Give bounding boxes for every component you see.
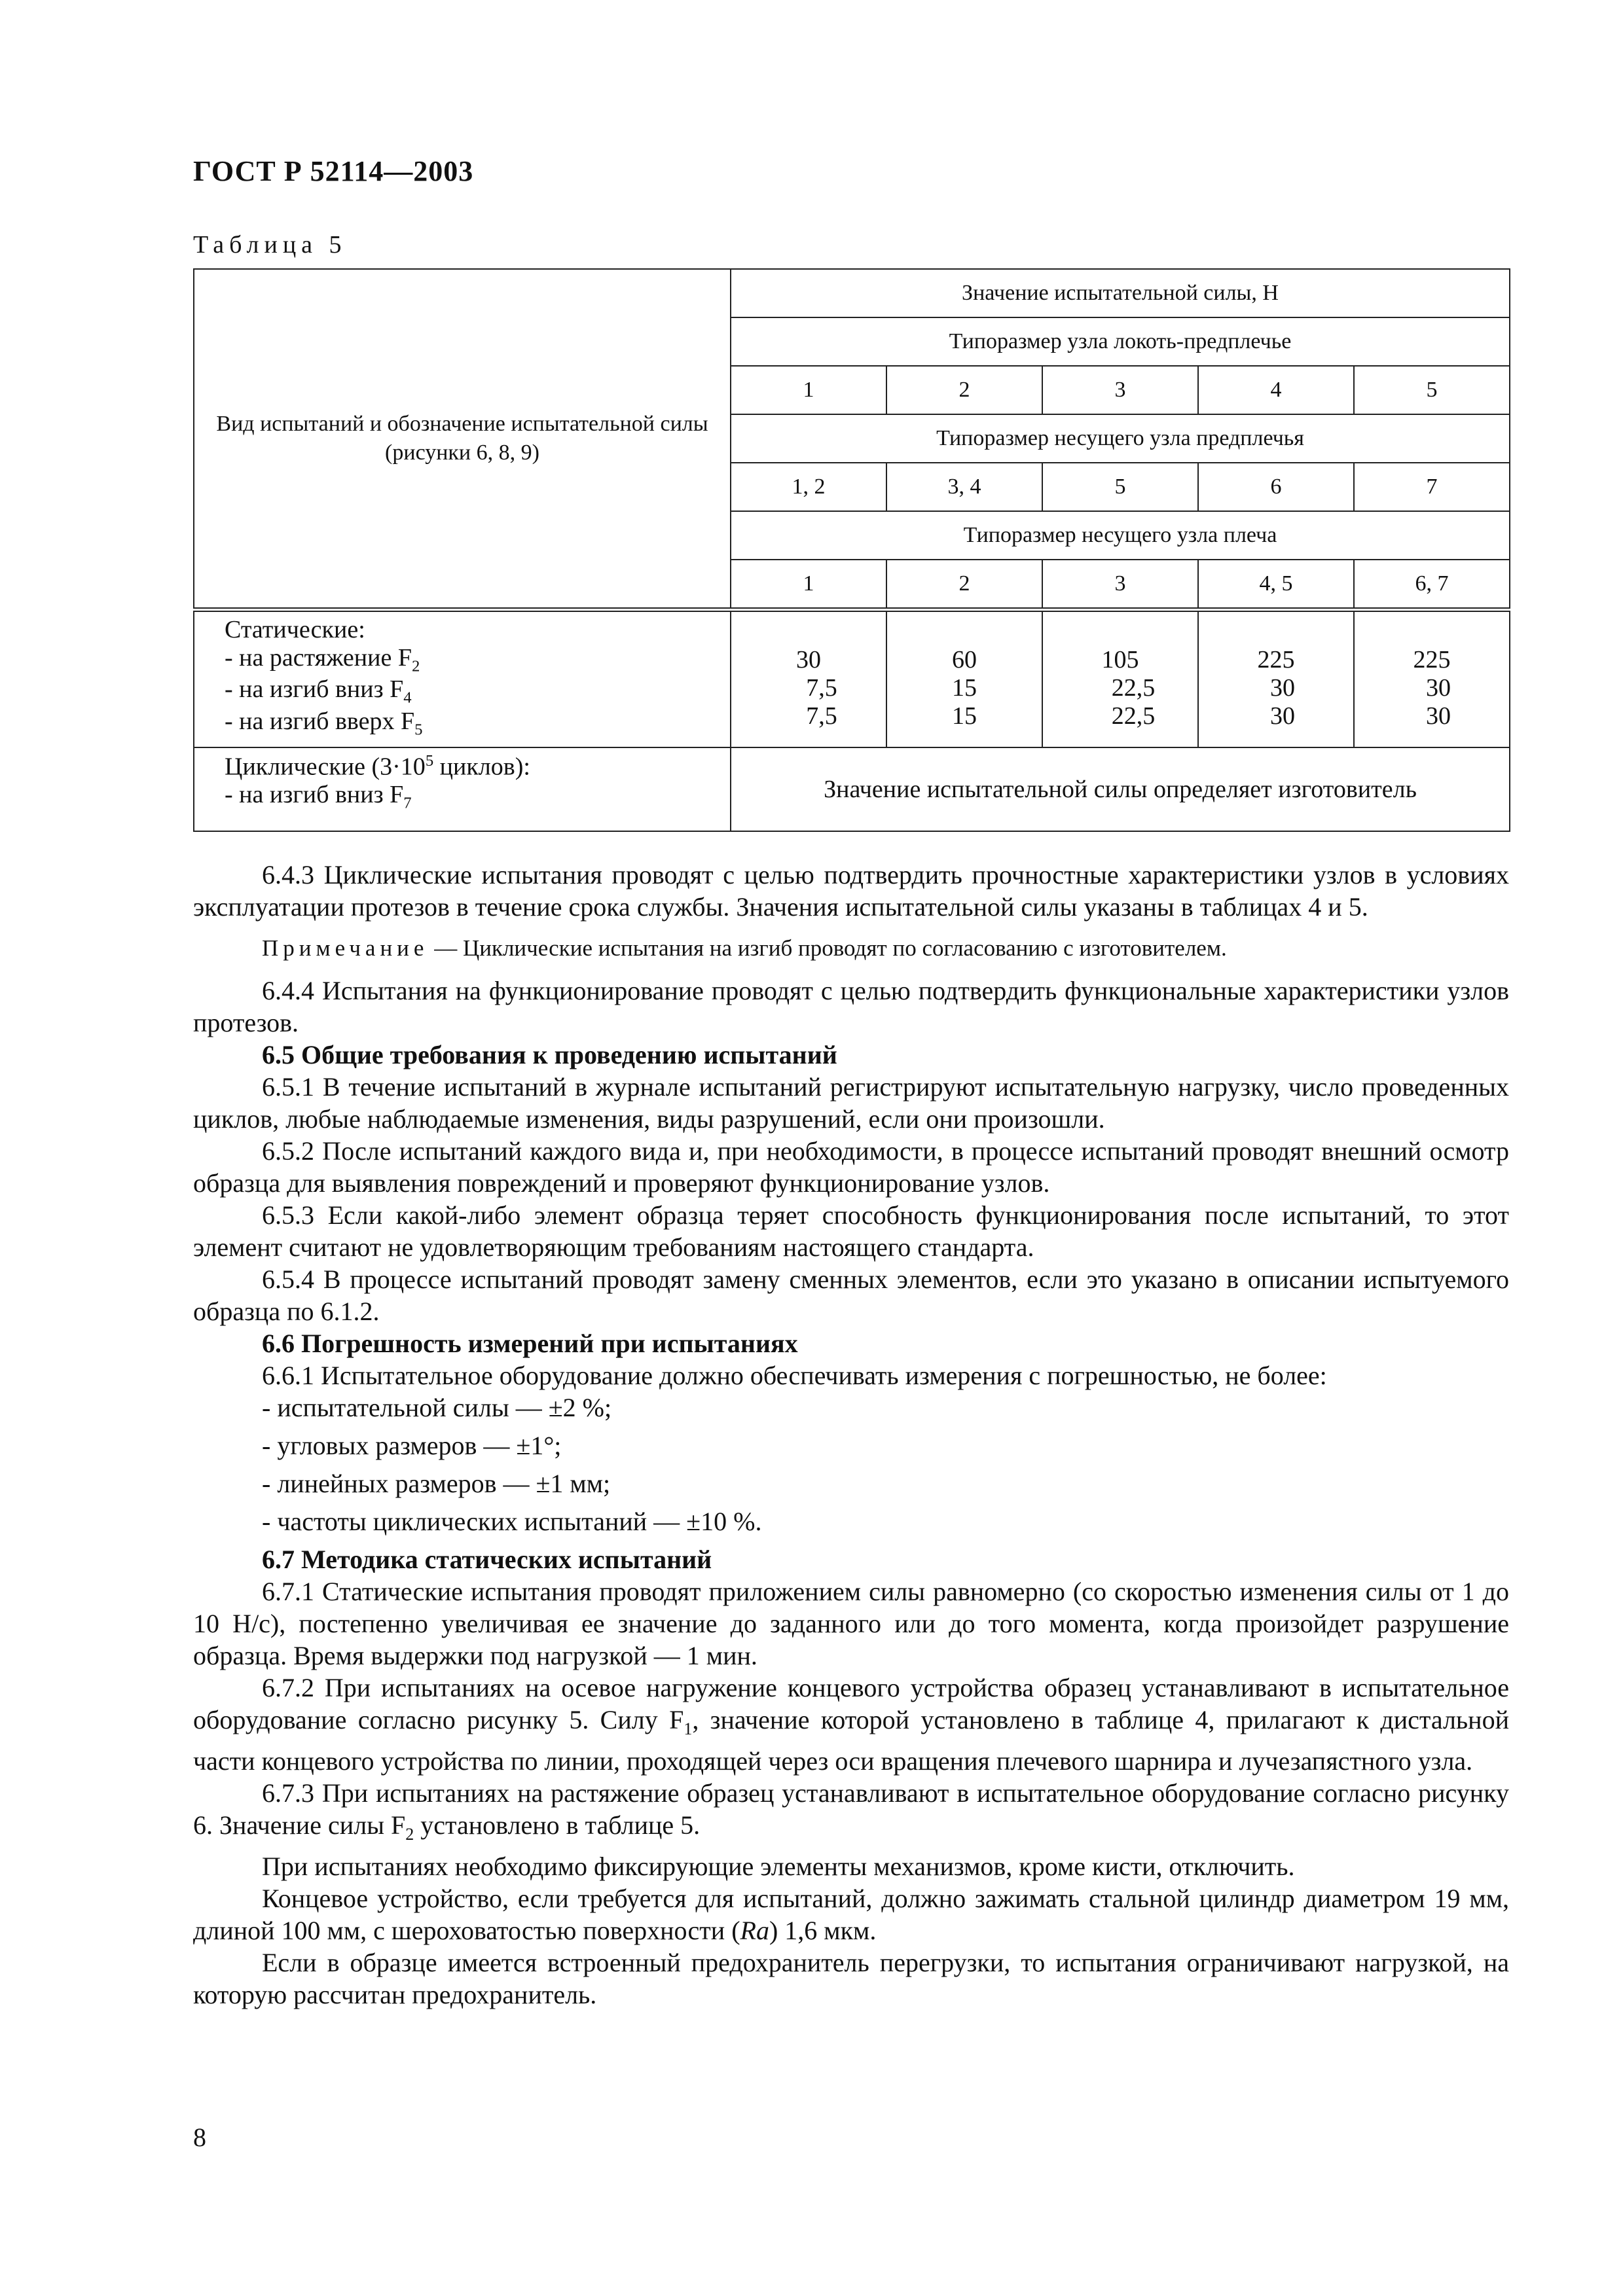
static-values-col-3: 105 22,5 22,5: [1042, 610, 1198, 747]
size-cell: 3, 4: [886, 463, 1042, 511]
para-6-7-2: 6.7.2 При испытаниях на осевое нагружение концевого устройства образец устанавливают в испытательное оборудование согласно рисунку 5. Силу $F_1$, значение которой установлено в таблице 4, прилагают к дистальной части концевого устройства по линии, проходящей через оси вращения плечевого шарнира и лучезапястного узла.: [193, 1673, 1509, 1776]
size-cell: 4: [1198, 366, 1354, 414]
para-6-7-3: 6.7.3 При испытаниях на растяжение образец устанавливают в испытательное оборудование согласно рисунку 6. Значение силы $F_2$ установлено в таблице 5.: [193, 1778, 1509, 1844]
test-force-table: [193, 268, 1510, 832]
size-cell: 6: [1198, 463, 1354, 511]
cyclic-bend-down-line: - на изгиб вниз $F_7$: [225, 781, 412, 812]
para-6-6-1: 6.6.1 Испытательное оборудование должно обеспечивать измерения с погрешностью, не более:: [262, 1361, 1327, 1390]
note: Примечание — Циклические испытания на изгиб проводят по согласованию с изготовителем.: [262, 935, 1227, 961]
list-item: - угловых размеров — ±1°;: [262, 1431, 562, 1460]
size-cell: 5: [1354, 366, 1510, 414]
size-cell: 6, 7: [1354, 560, 1510, 610]
size-cell: 1: [731, 560, 886, 610]
para-6-7-1: 6.7.1 Статические испытания проводят приложением силы равномерно (со скоростью изменения силы от 1 до 10 Н/с), постепенно увеличивая ее значение до заданного или до того момента, когда произойдет разрушение образца. Время выдержки под нагрузкой — 1 мин.: [193, 1577, 1509, 1670]
size-cell: 4, 5: [1198, 560, 1354, 610]
para-6-5-2: 6.5.2 После испытаний каждого вида и, при необходимости, в процессе испытаний проводят внешний осмотр образца для выявления повреждений и проверяют функционирование узлов.: [193, 1136, 1509, 1198]
list-item: - линейных размеров — ±1 мм;: [262, 1469, 611, 1498]
list-item: - частоты циклических испытаний — ±10 %.: [262, 1507, 762, 1536]
static-bend-down-line: - на изгиб вниз $F_4$: [225, 675, 412, 708]
static-bend-up-line: - на изгиб вверх $F_5$: [225, 707, 423, 739]
size-cell: 3: [1042, 366, 1198, 414]
list-item: - испытательной силы — ±2 %;: [262, 1393, 612, 1422]
heading-6-7: 6.7 Методика статических испытаний: [262, 1545, 712, 1574]
static-values-col-5: 225 30 30: [1354, 610, 1510, 747]
table-caption: Таблица 5: [193, 231, 347, 259]
para-6-7-3-overload: Если в образце имеется встроенный предохранитель перегрузки, то испытания ограничивают нагрузкой, на которую рассчитан предохранитель.: [193, 1948, 1509, 2009]
cyclic-tests-cell: [194, 747, 731, 831]
header-elbow-forearm-size: Типоразмер узла локоть-предплечье: [731, 317, 1510, 366]
page-number: 8: [193, 2123, 206, 2152]
cyclic-title: Циклические ($3\cdot 10^5$ циклов):: [225, 751, 530, 781]
header-force-value: Значение испытательной силы, Н: [731, 269, 1510, 317]
static-values-col-2: 60 15 15: [886, 610, 1042, 747]
document-header: ГОСТ Р 52114—2003: [193, 155, 474, 187]
heading-6-6: 6.6 Погрешность измерений при испытаниях: [262, 1329, 798, 1358]
body-text: [193, 859, 1509, 2011]
size-cell: 7: [1354, 463, 1510, 511]
static-tests-cell: [194, 610, 731, 747]
para-6-5-3: 6.5.3 Если какой-либо элемент образца теряет способность функционирования после испытаний, то этот элемент считают не удовлетворяющим требованиям настоящего стандарта.: [193, 1200, 1509, 1262]
cyclic-value: Значение испытательной силы определяет изготовитель: [731, 747, 1510, 831]
header-shoulder-carrier-size: Типоразмер несущего узла плеча: [731, 511, 1510, 560]
para-6-5-4: 6.5.4 В процессе испытаний проводят замену сменных элементов, если это указано в описании испытуемого образца по 6.1.2.: [193, 1265, 1509, 1326]
static-values-col-1: 30 7,5 7,5: [731, 610, 886, 747]
heading-6-5: 6.5 Общие требования к проведению испытаний: [262, 1040, 837, 1069]
static-values-col-4: 225 30 30: [1198, 610, 1354, 747]
para-6-4-3: 6.4.3 Циклические испытания проводят с целью подтвердить прочностные характеристики узлов в условиях эксплуатации протезов в течение срока службы. Значения испытательной силы указаны в таблицах 4 и 5.: [193, 860, 1509, 922]
size-cell: 3: [1042, 560, 1198, 610]
static-tension-line: - на растяжение $F_2$: [225, 643, 420, 675]
size-cell: 2: [886, 366, 1042, 414]
static-title: Статические:: [225, 616, 365, 643]
header-forearm-carrier-size: Типоразмер несущего узла предплечья: [731, 414, 1510, 463]
size-cell: 1, 2: [731, 463, 886, 511]
para-6-4-4: 6.4.4 Испытания на функционирование проводят с целью подтвердить функциональные характеристики узлов протезов.: [193, 976, 1509, 1037]
size-cell: 2: [886, 560, 1042, 610]
table-row-header: Вид испытаний и обозначение испытательной силы (рисунки 6, 8, 9): [194, 269, 731, 610]
para-6-7-3-terminal-device: Концевое устройство, если требуется для испытаний, должно зажимать стальной цилиндр диаметром 19 мм, длиной 100 мм, с шероховатостью поверхности (Ra) 1,6 мкм.: [193, 1884, 1509, 1945]
size-cell: 5: [1042, 463, 1198, 511]
para-6-7-3-fixing: При испытаниях необходимо фиксирующие элементы механизмов, кроме кисти, отключить.: [262, 1852, 1295, 1881]
size-cell: 1: [731, 366, 886, 414]
para-6-5-1: 6.5.1 В течение испытаний в журнале испытаний регистрируют испытательную нагрузку, число проведенных циклов, любые наблюдаемые изменения, виды разрушений, если они произошли.: [193, 1072, 1509, 1134]
